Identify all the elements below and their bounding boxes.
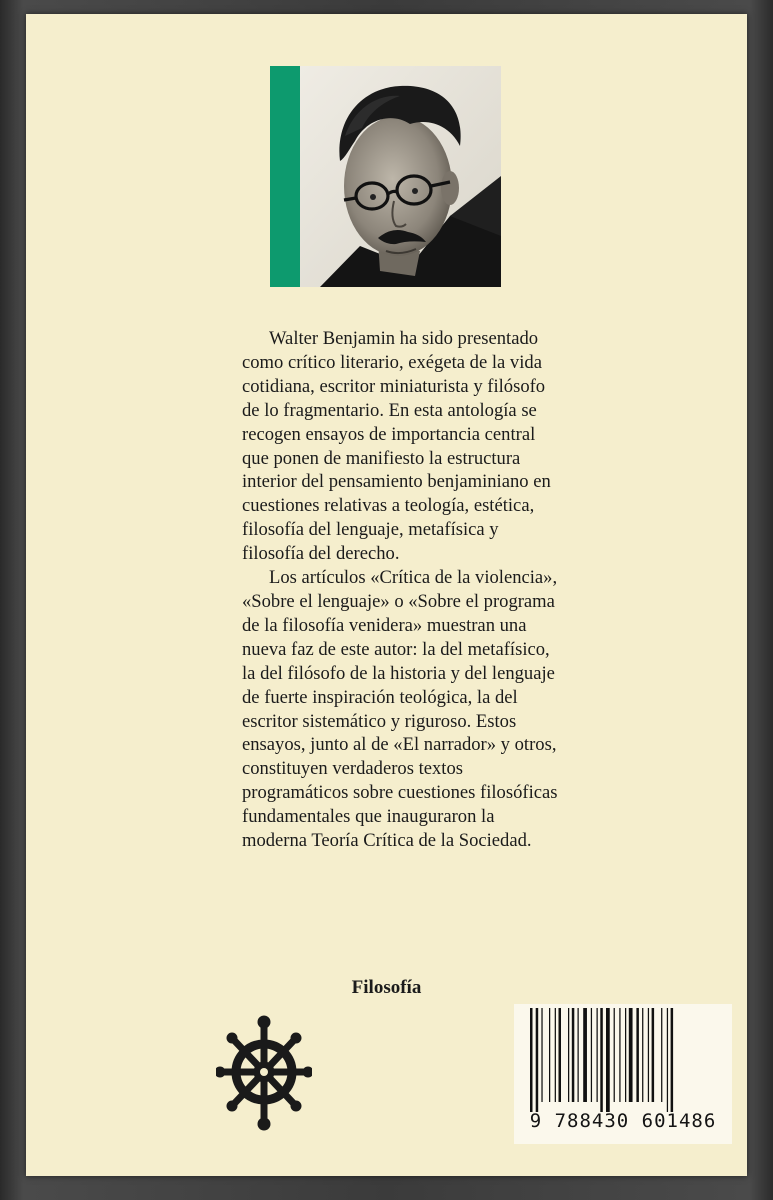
barcode-bar	[600, 1008, 603, 1112]
ship-wheel-icon	[216, 1014, 312, 1132]
barcode-bar	[568, 1008, 569, 1102]
barcode-bar	[583, 1008, 587, 1102]
barcode-bar	[572, 1008, 575, 1102]
barcode-bar	[578, 1008, 579, 1102]
barcode-lines	[530, 1008, 720, 1112]
barcode-bar	[636, 1008, 639, 1102]
book-back-cover	[26, 14, 747, 1176]
category-label: Filosofía	[351, 977, 422, 998]
barcode-bar	[549, 1008, 550, 1102]
barcode-bar	[541, 1008, 542, 1102]
barcode-bar	[597, 1008, 598, 1102]
blurb-paragraph-1: Walter Benjamin ha sido presentado como crítico literario, exégeta de la vida cotidiana, escritor miniaturista y filósofo de lo fragmentario. En esta antología se recogen ensayos de importancia central que ponen de manifiesto la estructura interior del pensamiento benjaminiano en cuestiones relativas a teología, estética, filosofía del lenguaje, metafísica y filosofía del derecho.	[242, 328, 551, 565]
barcode-bar	[661, 1008, 662, 1102]
barcode-bar	[619, 1008, 620, 1102]
barcode-bar	[642, 1008, 643, 1102]
back-cover-blurb	[242, 327, 560, 853]
barcode-bar	[652, 1008, 655, 1102]
barcode-bar	[667, 1008, 668, 1112]
accent-bar	[270, 66, 300, 287]
isbn-digits: 9 788430 601486	[529, 1110, 717, 1132]
barcode-bar	[555, 1008, 556, 1102]
author-portrait	[300, 66, 501, 287]
barcode-bar	[671, 1008, 674, 1112]
barcode-bar	[648, 1008, 649, 1102]
barcode-bar	[629, 1008, 633, 1102]
barcode-bar	[606, 1008, 610, 1112]
blurb-paragraph-2: Los artículos «Crítica de la violencia», «Sobre el lenguaje» o «Sobre el programa de la filosofía venidera» muestran una nueva faz de este autor: la del metafísico, la del filósofo de la historia y del lenguaje de fuerte inspiración teológica, la del escritor sistemático y riguroso. Estos ensayos, junto al de «El narrador» y otros, constituyen verdaderos textos programáticos sobre cuestiones filosóficas fundamentales que inauguraron la moderna Teoría Crítica de la Sociedad.	[242, 567, 558, 852]
isbn-barcode	[514, 1004, 732, 1144]
barcode-bar	[614, 1008, 615, 1102]
barcode-bar	[536, 1008, 539, 1112]
barcode-bar	[559, 1008, 562, 1102]
barcode-bar	[625, 1008, 626, 1102]
barcode-bar	[530, 1008, 533, 1112]
barcode-bar	[591, 1008, 592, 1102]
